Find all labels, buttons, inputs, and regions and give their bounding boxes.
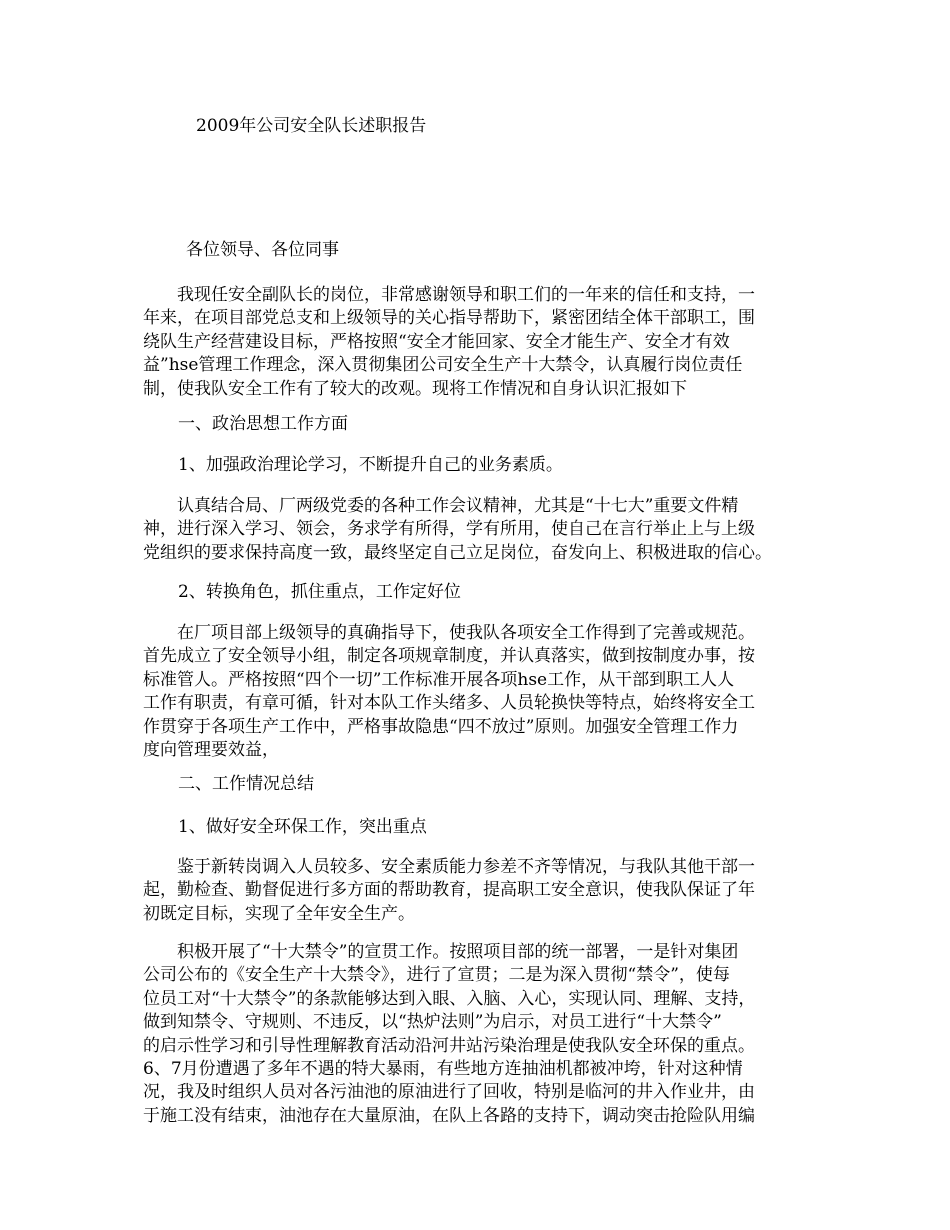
paragraph-line: 鉴于新转岗调入人员较多、安全素质能力参差不齐等情况，与我队其他干部一 [143,857,755,877]
subheading-role: 2、转换角色，抓住重点，工作定好位 [178,582,461,602]
paragraph-line: 我现任安全副队长的岗位，非常感谢领导和职工们的一年来的信任和支持，一 [143,285,755,305]
paragraph-line: 作贯穿于各项生产工作中，严格事故隐患“四不放过”原则。加强安全管理工作力 [143,716,739,737]
paragraph-line: 况，我及时组织人员对各污油池的原油进行了回收，特别是临河的井入作业井，由 [143,1082,755,1103]
paragraph-line: 公司公布的《安全生产十大禁令》，进行了宣贯；二是为深入贯彻“禁令”，使每 [143,965,730,986]
paragraph-line: 于施工没有结束，油池存在大量原油，在队上各路的支持下，调动突击抢险队用编 [143,1105,755,1126]
paragraph-line: 绕队生产经营建设目标，严格按照“安全才能回家、安全才能生产、安全才有效 [143,331,730,352]
paragraph-line: 起，勤检查、勤督促进行多方面的帮助教育，提高职工安全意识，使我队保证了年 [143,880,755,901]
salutation: 各位领导、各位同事 [186,240,339,260]
paragraph-study [143,495,823,565]
subheading-safety: 1、做好安全环保工作，突出重点 [178,817,427,837]
paragraph-prohibitions [143,941,823,1128]
paragraph-line: 认真结合局、厂两级党委的各种工作会议精神，尤其是“十七大”重要文件精 [143,496,739,516]
paragraph-safety [143,856,823,926]
document-title: 2009年公司安全队长述职报告 [196,116,427,136]
paragraph-line: 做到知禁令、守规则、不违反，以“热炉法则”为启示，对员工进行“十大禁令” [143,1012,722,1033]
paragraph-line: 初既定目标，实现了全年安全生产。 [143,903,415,924]
paragraph-line: 标准管人。严格按照“四个一切”工作标准开展各项hse工作，从干部到职工人人 [143,669,735,690]
paragraph-line: 度向管理要效益， [143,740,279,761]
section-heading-political: 一、政治思想工作方面 [178,414,348,434]
paragraph-line: 积极开展了“十大禁令”的宣贯工作。按照项目部的统一部署，一是针对集团 [143,942,739,962]
paragraph-line: 工作有职责，有章可循，针对本队工作头绪多、人员轮换快等特点，始终将安全工 [143,693,755,714]
paragraph-line: 年来，在项目部党总支和上级领导的关心指导帮助下，紧密团结全体干部职工，围 [143,308,755,329]
section-heading-summary: 二、工作情况总结 [178,774,314,794]
paragraph-role [143,622,823,762]
paragraph-line: 神，进行深入学习、领会，务求学有所得，学有所用，使自己在言行举止上与上级 [143,519,755,540]
paragraph-line: 6、7月份遭遇了多年不遇的特大暴雨，有些地方连抽油机都被冲垮，针对这种情 [143,1059,743,1080]
paragraph-line: 制，使我队安全工作有了较大的改观。现将工作情况和自身认识汇报如下 [143,378,687,399]
subheading-study: 1、加强政治理论学习，不断提升自己的业务素质。 [178,455,563,475]
paragraph-line: 位员工对“十大禁令”的条款能够达到入眼、入脑、入心，实现认同、理解、支持， [143,988,756,1009]
paragraph-intro [143,284,823,401]
paragraph-line: 党组织的要求保持高度一致，最终坚定自己立足岗位，奋发向上、积极进取的信心。 [143,542,772,563]
paragraph-line: 益”hse管理工作理念，深入贯彻集团公司安全生产十大禁令，认真履行岗位责任 [143,355,743,376]
paragraph-line: 的启示性学习和引导性理解教育活动沿河井站污染治理是使我队安全环保的重点。 [143,1035,755,1056]
paragraph-line: 首先成立了安全领导小组，制定各项规章制度，并认真落实，做到按制度办事，按 [143,646,755,667]
paragraph-line: 在厂项目部上级领导的真确指导下，使我队各项安全工作得到了完善或规范。 [143,623,755,643]
